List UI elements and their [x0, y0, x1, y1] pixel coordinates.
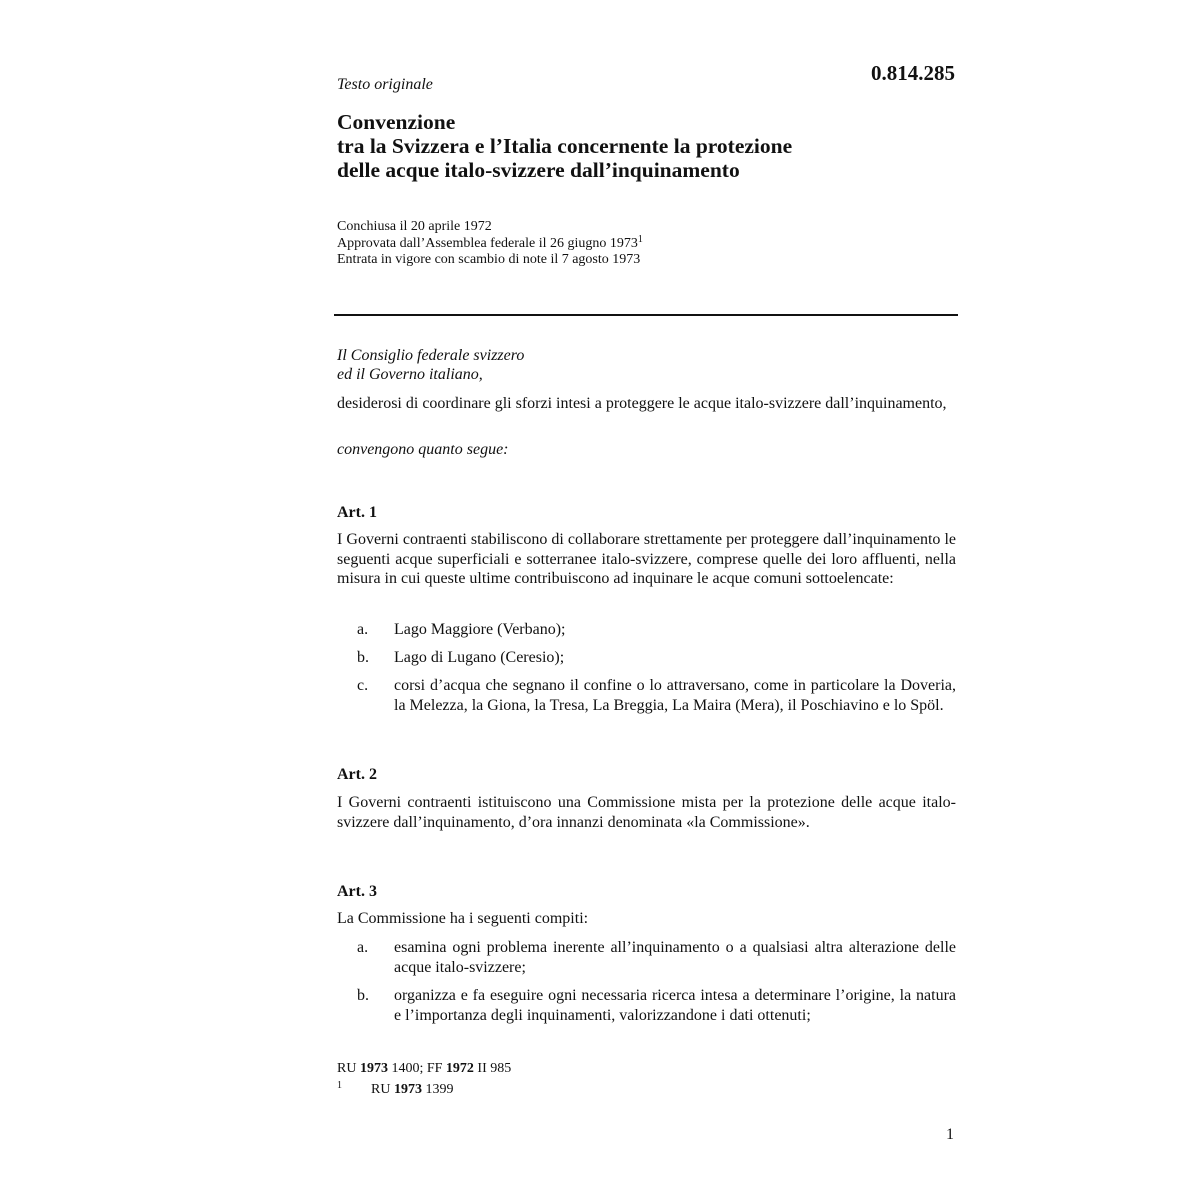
publication-reference: RU 1973 1400; FF 1972 II 985	[337, 1061, 512, 1076]
article-1-item-b-marker: b.	[357, 649, 369, 666]
article-1-item-c-text: corsi d’acqua che segnano il confine o lo attraversano, come in particolare la Doveria, la Melezza, la Giona, la Tresa, La Breggia, La Maira (Mera), il Poschiavino e lo Spöl.	[394, 677, 956, 714]
divider	[334, 314, 958, 316]
preamble-closing: convengono quanto segue:	[337, 441, 509, 458]
article-1-item-a-marker: a.	[357, 621, 369, 638]
approved-date: Approvata dall’Assemblea federale il 26 giugno 1973$^1$	[337, 233, 643, 251]
article-3-heading: Art. 3	[337, 883, 377, 900]
footnote-ref-1[interactable]: 1	[637, 233, 643, 245]
document-title	[337, 110, 957, 182]
systematic-number: 0.814.285	[871, 61, 955, 85]
page-number: 1	[946, 1126, 954, 1143]
article-1-text: I Governi contraenti stabiliscono di collaborare strettamente per proteggere dall’inquinamento le seguenti acque superficiali e sotterranee italo-svizzere, comprese quelle dei loro affluenti, nella misura in cui queste ultime contribuiscono ad inquinare le acque comuni sottoelencate:	[337, 531, 956, 587]
title-line-3: delle acque italo-svizzere dall’inquinamento	[337, 158, 740, 182]
title-line-1: Convenzione	[337, 110, 456, 134]
article-2-text: I Governi contraenti istituiscono una Commissione mista per la protezione delle acque italo-svizzere dall’inquinamento, d’ora innanzi denominata «la Commissione».	[337, 794, 956, 831]
in-force-date: Entrata in vigore con scambio di note il 7 agosto 1973	[337, 252, 641, 267]
article-1-item-a-text: Lago Maggiore (Verbano);	[394, 621, 566, 638]
document-label: Testo originale	[337, 76, 433, 93]
article-1-item-c-marker: c.	[357, 677, 369, 694]
contracting-parties	[337, 346, 524, 384]
article-3-item-b-text: organizza e fa eseguire ogni necessaria ricerca intesa a determinare l’origine, la natura e l’importanza degli inquinamenti, valorizzandone i dati ottenuti;	[394, 987, 956, 1024]
article-1-heading: Art. 1	[337, 504, 377, 521]
footnote-1-marker: 1	[337, 1080, 342, 1091]
article-3-text: La Commissione ha i seguenti compiti:	[337, 910, 589, 927]
footnote-1-text: RU 1973 1399	[371, 1082, 454, 1097]
article-3-item-a-marker: a.	[357, 939, 369, 956]
article-1-item-b-text: Lago di Lugano (Ceresio);	[394, 649, 565, 666]
party-1: Il Consiglio federale svizzero	[337, 347, 525, 364]
preamble-text: desiderosi di coordinare gli sforzi intesi a proteggere le acque italo-svizzere dall’inquinamento,	[337, 395, 947, 412]
document-metadata	[337, 219, 643, 269]
article-2-heading: Art. 2	[337, 766, 377, 783]
article-3-item-b-marker: b.	[357, 987, 369, 1004]
party-2: ed il Governo italiano,	[337, 366, 483, 383]
title-line-2: tra la Svizzera e l’Italia concernente la protezione	[337, 134, 793, 158]
concluded-date: Conchiusa il 20 aprile 1972	[337, 219, 492, 234]
article-3-item-a-text: esamina ogni problema inerente all’inquinamento o a qualsiasi altra alterazione delle acque italo-svizzere;	[394, 939, 956, 976]
